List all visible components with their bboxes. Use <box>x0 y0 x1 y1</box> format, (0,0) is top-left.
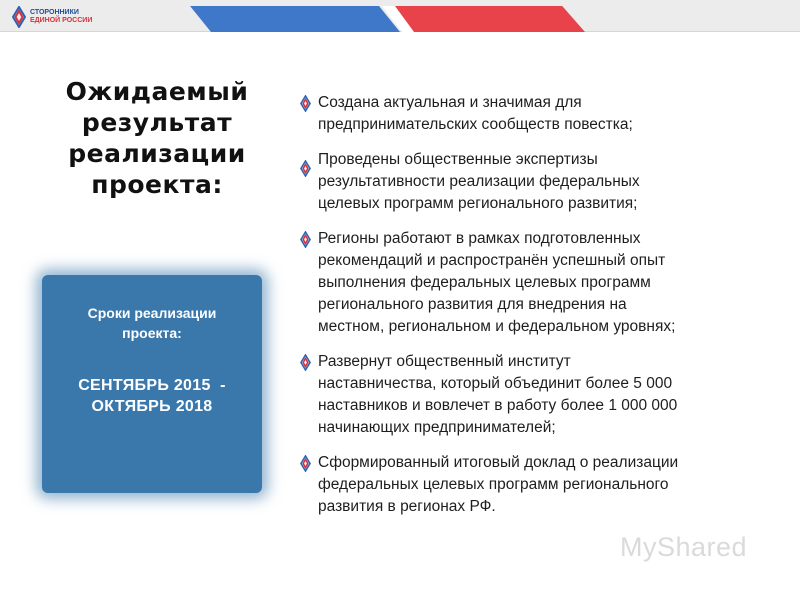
result-line: регионального развития для внедрения на <box>318 296 627 313</box>
banner-blue-stripe <box>190 6 400 32</box>
result-line: предпринимательских сообществ повестка; <box>318 116 633 133</box>
title-line-1: Ожидаемый <box>65 77 249 106</box>
banner-red-stripe <box>395 6 585 32</box>
logo-line-2: ЕДИНОЙ РОССИИ <box>30 17 93 24</box>
term-dates <box>48 375 256 417</box>
results-list <box>300 92 770 518</box>
page-title <box>42 76 272 200</box>
project-term-box <box>42 275 262 493</box>
result-line: наставничества, который объединит более 5 000 <box>318 375 673 392</box>
logo-text <box>30 9 92 25</box>
logo-diamond-icon <box>12 6 26 28</box>
result-line: Регионы работают в рамках подготовленных <box>318 230 641 247</box>
result-line: федеральных целевых программ регионального <box>318 476 669 493</box>
term-label <box>52 303 252 343</box>
result-line: местном, региональном и федеральном уровнях; <box>318 318 676 335</box>
top-banner <box>0 0 800 34</box>
result-line: наставников и вовлечет в работу более 1 000 000 <box>318 397 678 414</box>
result-line: рекомендаций и распространён успешный опыт <box>318 252 666 269</box>
result-line: Создана актуальная и значимая для <box>318 94 582 111</box>
term-dates-line-1: СЕНТЯБРЬ 2015 - <box>78 377 226 394</box>
title-line-4: проекта: <box>91 170 223 199</box>
watermark: MyShared <box>620 532 748 562</box>
diamond-bullet-icon <box>300 160 311 177</box>
title-line-3: реализации <box>68 139 246 168</box>
result-line: целевых программ регионального развития; <box>318 195 638 212</box>
logo-line-1: СТОРОННИКИ <box>30 9 79 16</box>
term-label-line-2: проекта: <box>122 325 182 341</box>
result-line: Развернут общественный институт <box>318 353 571 370</box>
diamond-bullet-icon <box>300 455 311 472</box>
result-line: Проведены общественные экспертизы <box>318 151 598 168</box>
term-dates-line-2: ОКТЯБРЬ 2018 <box>91 398 213 415</box>
result-line: результативности реализации федеральных <box>318 173 640 190</box>
title-line-2: результат <box>81 108 233 137</box>
logo <box>12 4 102 30</box>
result-item <box>300 228 770 338</box>
diamond-bullet-icon <box>300 95 311 112</box>
result-line: начинающих предпринимателей; <box>318 419 556 436</box>
result-line: Сформированный итоговый доклад о реализации <box>318 454 679 471</box>
result-line: развития в регионах РФ. <box>318 498 496 515</box>
result-item <box>300 452 770 518</box>
term-label-line-1: Сроки реализации <box>87 305 217 321</box>
diamond-bullet-icon <box>300 231 311 248</box>
result-line: выполнения федеральных целевых программ <box>318 274 651 291</box>
result-item <box>300 149 770 215</box>
result-item <box>300 92 770 136</box>
result-item <box>300 351 770 439</box>
diamond-bullet-icon <box>300 354 311 371</box>
